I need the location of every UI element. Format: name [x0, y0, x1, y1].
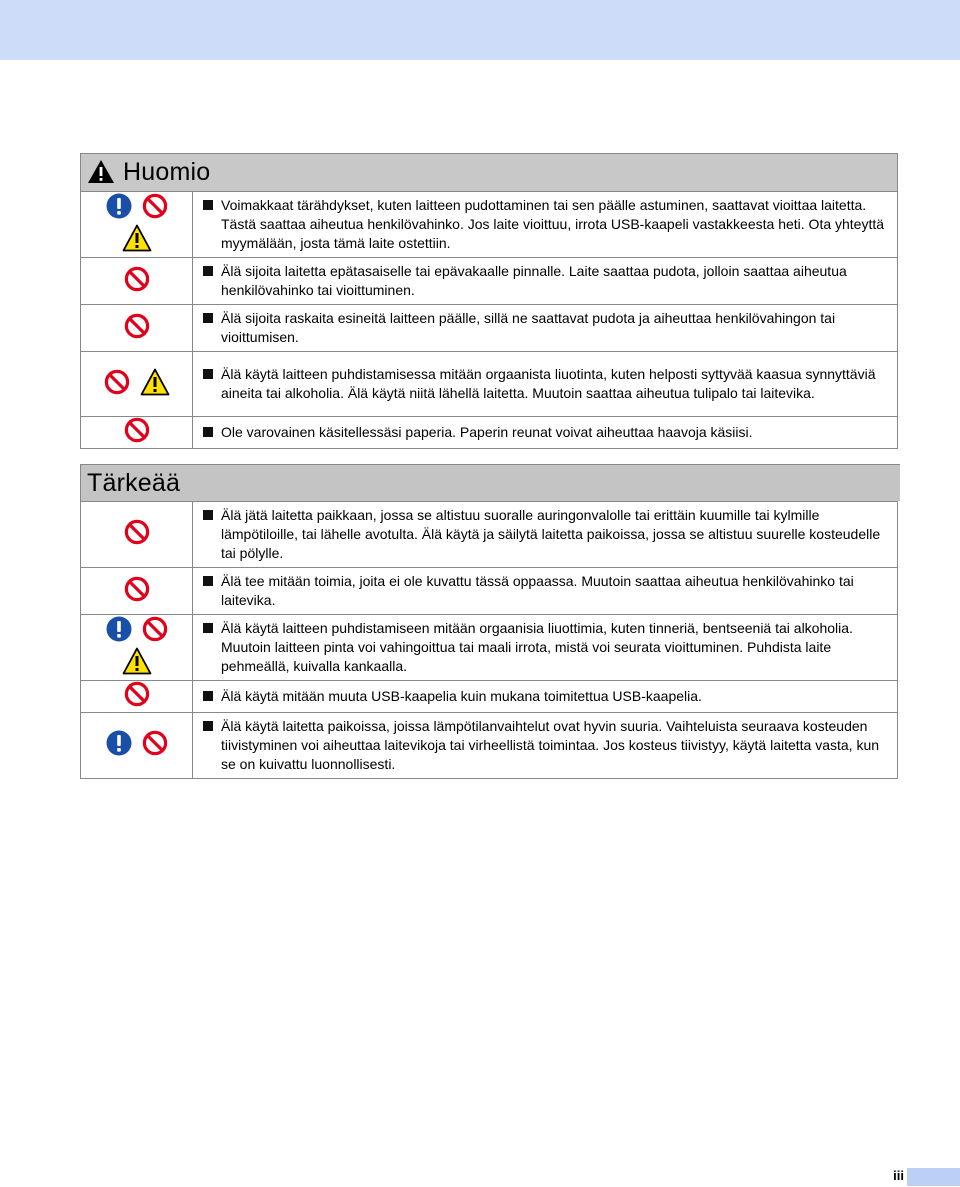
bullet-icon — [203, 623, 213, 633]
bullet-icon — [203, 369, 213, 379]
table-row — [81, 258, 898, 305]
bullet-icon — [203, 691, 213, 701]
bullet-icon — [203, 313, 213, 323]
tarkeaa-table — [80, 501, 898, 779]
mandatory-icon — [106, 193, 132, 224]
text-cell — [193, 417, 898, 449]
icon-cell — [81, 258, 193, 305]
prohibition-icon — [124, 313, 150, 344]
tarkeaa-section — [80, 464, 898, 779]
table-row — [81, 417, 898, 449]
tarkeaa-header — [80, 464, 900, 501]
prohibition-icon — [142, 616, 168, 647]
icon-cell — [81, 713, 193, 779]
icon-cell — [81, 417, 193, 449]
warning-icon — [140, 368, 170, 401]
warning-icon — [87, 159, 115, 189]
text-cell — [193, 681, 898, 713]
bullet-icon — [203, 266, 213, 276]
list-item-text: Älä sijoita laitetta epätasaiselle tai epävakaalle pinnalle. Laite saattaa pudota, jolloin saattaa aiheutua henkilövahinko tai vioittuminen. — [221, 263, 847, 298]
icon-cell — [81, 305, 193, 352]
table-row — [81, 615, 898, 681]
prohibition-icon — [124, 266, 150, 297]
mandatory-icon — [106, 616, 132, 647]
table-row — [81, 568, 898, 615]
prohibition-icon — [142, 193, 168, 224]
table-row — [81, 713, 898, 779]
bullet-icon — [203, 721, 213, 731]
table-row — [81, 305, 898, 352]
bullet-icon — [203, 427, 213, 437]
list-item-text: Älä käytä laitetta paikoissa, joissa lämpötilanvaihtelut ovat hyvin suuria. Vaihteluista seuraava kosteuden tiivistyminen voi aiheuttaa laitevikoja tai virheellistä toimintaa. Jos kosteus tiivistyy, käytä laitetta vasta, kun se on kuivattu luonnollisesti. — [221, 718, 880, 772]
icon-cell — [81, 352, 193, 417]
warning-icon — [122, 647, 152, 680]
table-row — [81, 192, 898, 258]
list-item-text: Älä jätä laitetta paikkaan, jossa se altistuu suoralle auringonvalolle tai erittäin kuumille tai kylmille lämpötiloille, tai lähelle avotulta. Älä käytä ja säilytä laitetta paikoissa, jossa se altistuu suurelle kosteudelle tai pölylle. — [221, 507, 881, 561]
bullet-icon — [203, 576, 213, 586]
table-row — [81, 352, 898, 417]
text-cell — [193, 615, 898, 681]
text-cell — [193, 568, 898, 615]
prohibition-icon — [124, 681, 150, 712]
icon-cell — [81, 192, 193, 258]
text-cell — [193, 192, 898, 258]
mandatory-icon — [106, 730, 132, 761]
footer-bar — [907, 1168, 960, 1186]
huomio-section — [80, 153, 898, 449]
list-item-text: Älä käytä laitteen puhdistamiseen mitään orgaanisia liuottimia, kuten tinneriä, bentseeniä tai alkoholia. Muutoin laitteen pinta voi vahingoittua tai maali irrota, mistä voi seurata vioittuminen. Puhdista laite pehmeällä, kuivalla kankaalla. — [221, 620, 853, 674]
top-band — [0, 0, 960, 60]
warning-icon — [122, 224, 152, 257]
text-cell — [193, 258, 898, 305]
tarkeaa-title: Tärkeää — [87, 468, 181, 497]
icon-cell — [81, 502, 193, 568]
prohibition-icon — [124, 519, 150, 550]
list-item-text: Älä käytä mitään muuta USB-kaapelia kuin mukana toimitettua USB-kaapelia. — [221, 688, 702, 704]
list-item-text: Älä käytä laitteen puhdistamisessa mitään orgaanista liuotinta, kuten helposti syttyvää kaasua synnyttäviä aineita tai alkoholia. Älä käytä niitä lähellä laitetta. Muutoin saattaa aiheutua tulipalo tai laitevika. — [221, 366, 876, 401]
bullet-icon — [203, 510, 213, 520]
list-item-text: Ole varovainen käsitellessäsi paperia. Paperin reunat voivat aiheuttaa haavoja käsiisi. — [221, 424, 753, 440]
prohibition-icon — [124, 417, 150, 448]
list-item-text: Älä sijoita raskaita esineitä laitteen päälle, sillä ne saattavat pudota ja aiheuttaa henkilövahingon tai vioittumisen. — [221, 310, 836, 345]
text-cell — [193, 502, 898, 568]
list-item-text: Älä tee mitään toimia, joita ei ole kuvattu tässä oppaassa. Muutoin saattaa aiheutua henkilövahinko tai laitevika. — [221, 573, 854, 608]
icon-cell — [81, 681, 193, 713]
huomio-title: Huomio — [123, 158, 211, 186]
text-cell — [193, 305, 898, 352]
text-cell — [193, 713, 898, 779]
text-cell — [193, 352, 898, 417]
prohibition-icon — [142, 730, 168, 761]
huomio-header — [80, 153, 898, 191]
table-row — [81, 502, 898, 568]
huomio-table — [80, 191, 898, 449]
page-number: iii — [893, 1168, 904, 1183]
prohibition-icon — [104, 369, 130, 400]
bullet-icon — [203, 200, 213, 210]
prohibition-icon — [124, 576, 150, 607]
list-item-text: Voimakkaat tärähdykset, kuten laitteen pudottaminen tai sen päälle astuminen, saattavat vioittaa laitetta. Tästä saattaa aiheutua henkilövahinko. Jos laite vioittuu, irrota USB-kaapeli vastakkeesta heti. Ota yhteyttä myymälään, josta tämä laite ostettiin. — [221, 197, 885, 251]
table-row — [81, 681, 898, 713]
icon-cell — [81, 615, 193, 681]
icon-cell — [81, 568, 193, 615]
